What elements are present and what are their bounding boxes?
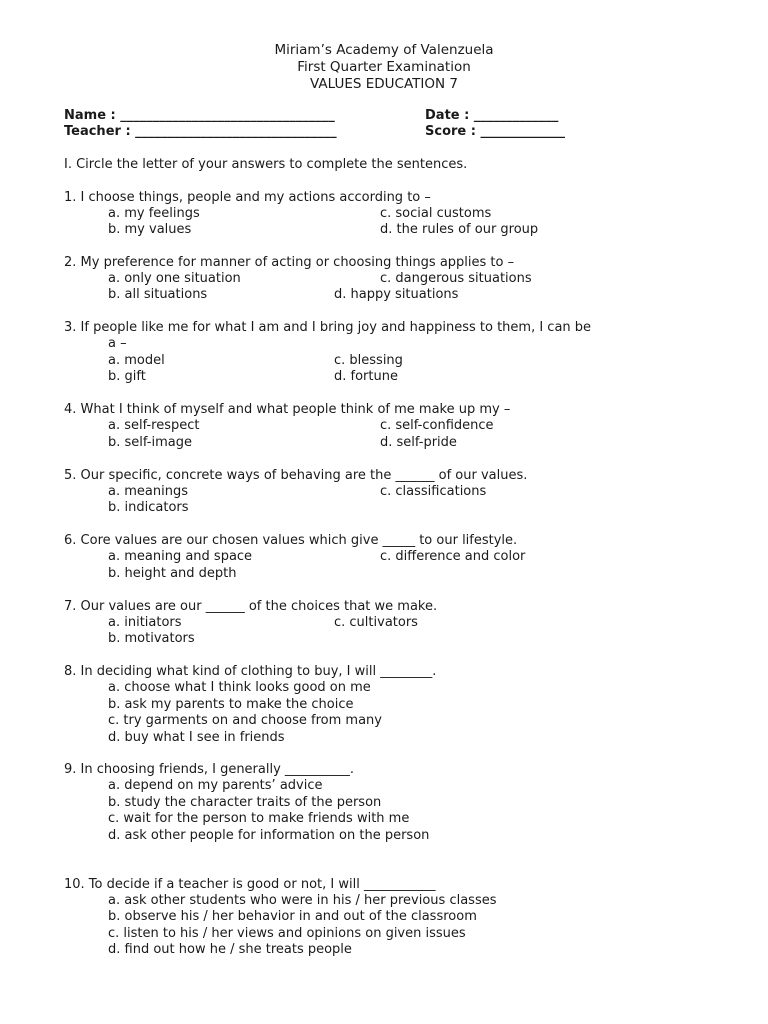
choice-a: a. model	[108, 353, 165, 368]
choice-d: d. happy situations	[334, 287, 459, 302]
question-stem: 7. Our values are our ______ of the choices that we make.	[64, 599, 438, 614]
choice-c: c. self-confidence	[380, 418, 494, 433]
question-stem: 8. In deciding what kind of clothing to buy, I will ________.	[64, 664, 437, 679]
choice-a: a. self-respect	[108, 418, 200, 433]
instructions: I. Circle the letter of your answers to complete the sentences.	[64, 157, 468, 172]
choice-b: b. ask my parents to make the choice	[108, 697, 354, 712]
choice-d: d. ask other people for information on the person	[108, 828, 430, 843]
question-stem: 2. My preference for manner of acting or choosing things applies to –	[64, 255, 515, 270]
exam-title: First Quarter Examination	[297, 59, 471, 75]
question-stem: 10. To decide if a teacher is good or not, I will ___________	[64, 877, 436, 892]
choice-b: b. observe his / her behavior in and out of the classroom	[108, 909, 477, 924]
question-stem: 4. What I think of myself and what people think of me make up my –	[64, 402, 511, 417]
choice-c: c. cultivators	[334, 615, 418, 630]
choice-b: b. motivators	[108, 631, 195, 646]
question-stem: 1. I choose things, people and my actions according to –	[64, 190, 431, 205]
question-stem: 9. In choosing friends, I generally __________.	[64, 762, 355, 777]
name-field: Name : _________________________________	[64, 108, 335, 123]
choice-a: a. initiators	[108, 615, 182, 630]
question-stem: 6. Core values are our chosen values which give _____ to our lifestyle.	[64, 533, 518, 548]
choice-a: a. choose what I think looks good on me	[108, 680, 371, 695]
question-stem: 3. If people like me for what I am and I bring joy and happiness to them, I can be	[64, 320, 592, 335]
choice-b: b. my values	[108, 222, 192, 237]
choice-b: b. indicators	[108, 500, 189, 515]
choice-c: c. social customs	[380, 206, 492, 221]
choice-c: c. try garments on and choose from many	[108, 713, 382, 728]
choice-c: c. dangerous situations	[380, 271, 532, 286]
teacher-field: Teacher : _______________________________	[64, 124, 337, 139]
choice-c: c. blessing	[334, 353, 403, 368]
choice-b: b. all situations	[108, 287, 208, 302]
school-name: Miriam’s Academy of Valenzuela	[274, 42, 494, 58]
choice-d: d. find out how he / she treats people	[108, 942, 352, 957]
choice-a: a. ask other students who were in his / her previous classes	[108, 893, 497, 908]
choice-a: a. only one situation	[108, 271, 241, 286]
question-stem-continued: a –	[108, 336, 127, 351]
question-stem: 5. Our specific, concrete ways of behaving are the ______ of our values.	[64, 468, 528, 483]
choice-a: a. meaning and space	[108, 549, 253, 564]
choice-b: b. self-image	[108, 435, 192, 450]
choice-c: c. wait for the person to make friends with me	[108, 811, 410, 826]
choice-c: c. listen to his / her views and opinions on given issues	[108, 926, 466, 941]
choice-c: c. difference and color	[380, 549, 526, 564]
choice-a: a. my feelings	[108, 206, 200, 221]
choice-b: b. gift	[108, 369, 146, 384]
choice-d: d. self-pride	[380, 435, 457, 450]
date-field: Date : _____________	[425, 108, 559, 123]
choice-a: a. depend on my parents’ advice	[108, 778, 323, 793]
choice-b: b. height and depth	[108, 566, 237, 581]
subject-title: VALUES EDUCATION 7	[310, 76, 458, 92]
score-field: Score : _____________	[425, 124, 565, 139]
choice-c: c. classifications	[380, 484, 487, 499]
choice-d: d. the rules of our group	[380, 222, 539, 237]
choice-d: d. fortune	[334, 369, 398, 384]
choice-d: d. buy what I see in friends	[108, 730, 285, 745]
choice-a: a. meanings	[108, 484, 188, 499]
choice-b: b. study the character traits of the person	[108, 795, 382, 810]
